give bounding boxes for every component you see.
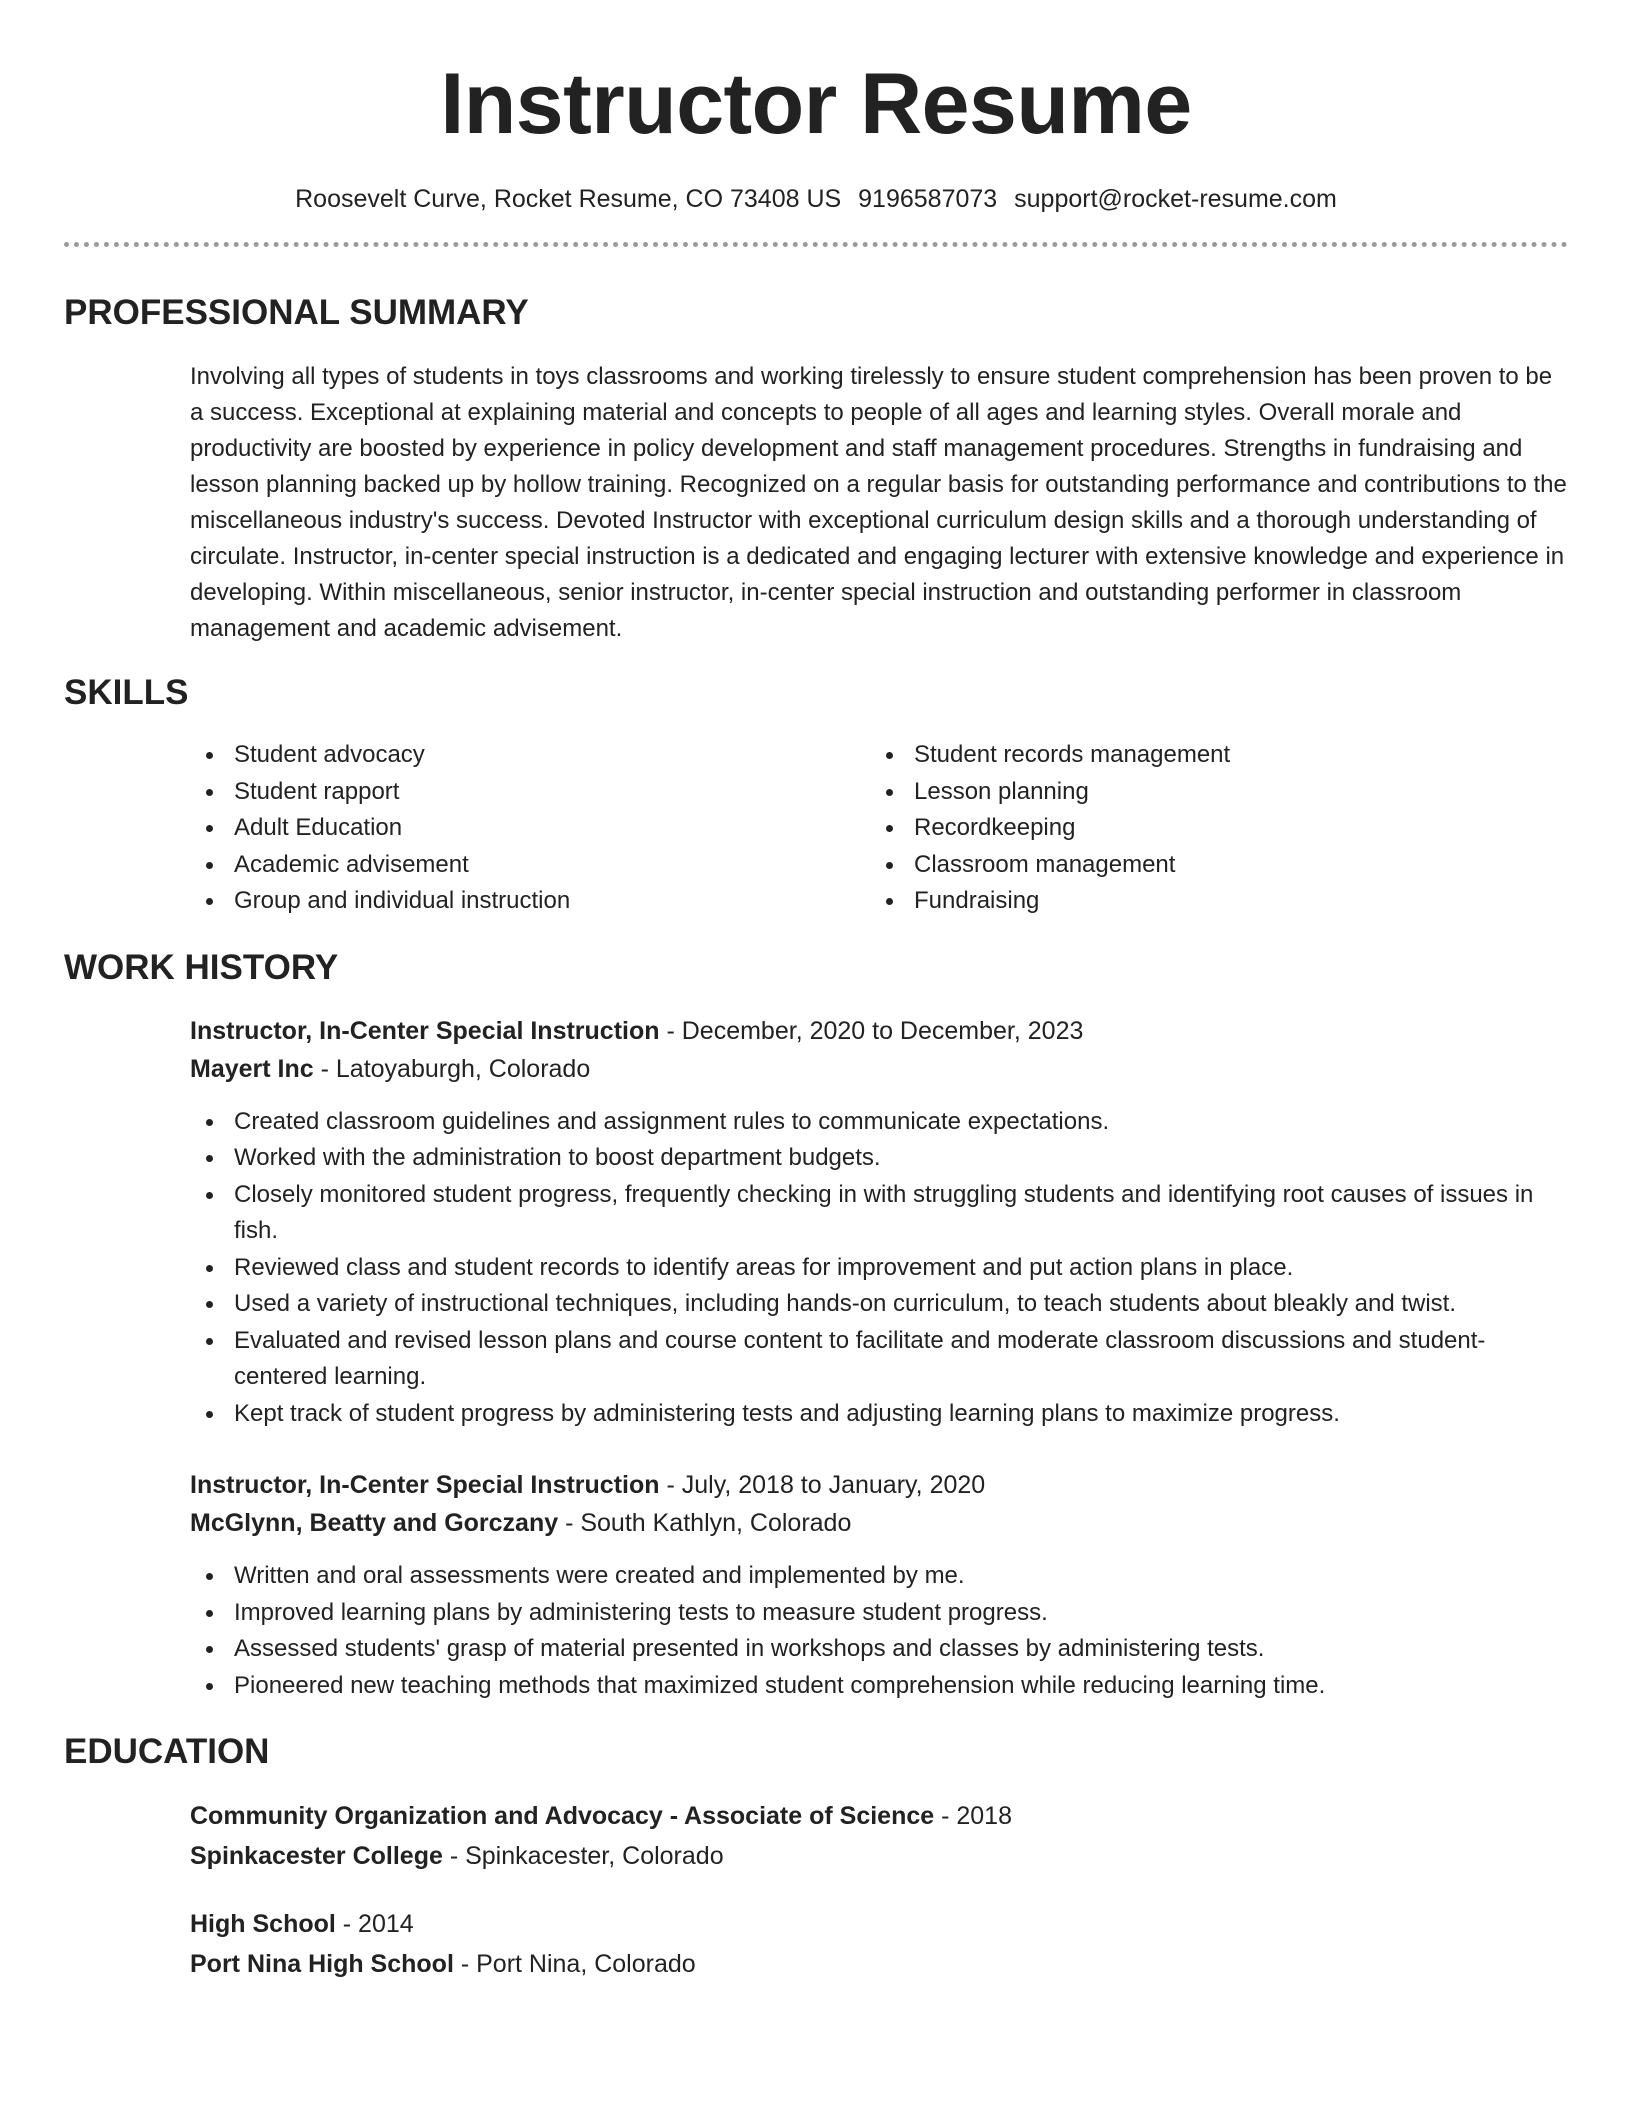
education-degree: High School <box>190 1910 336 1938</box>
skill-item: Adult Education <box>190 810 870 847</box>
education-degree: Community Organization and Advocacy - Associate of Science <box>190 1802 935 1830</box>
skill-item: Student rapport <box>190 774 870 811</box>
job-bullets <box>190 1558 1568 1704</box>
education-year: - 2014 <box>335 1910 414 1938</box>
job-company-line <box>190 1504 1568 1542</box>
resume-title: Instructor Resume <box>440 56 1192 152</box>
contact-email[interactable]: support@rocket-resume.com <box>1014 185 1337 213</box>
skill-item: Student records management <box>870 737 1550 774</box>
job-bullet: Improved learning plans by administering tests to measure student progress. <box>190 1595 1568 1632</box>
job-bullet: Written and oral assessments were created and implemented by me. <box>190 1558 1568 1595</box>
education-entry <box>190 1904 1568 1984</box>
job-title-line <box>190 1012 1568 1050</box>
work-history-heading: WORK HISTORY <box>64 947 339 987</box>
job-bullet: Used a variety of instructional techniques, including hands-on curriculum, to teach students about bleakly and twist. <box>190 1286 1568 1323</box>
education-school-line <box>190 1836 1568 1876</box>
job-location: - South Kathlyn, Colorado <box>558 1509 852 1537</box>
education-school: Spinkacester College <box>190 1842 443 1870</box>
job-location: - Latoyaburgh, Colorado <box>313 1054 591 1083</box>
job-company: McGlynn, Beatty and Gorczany <box>190 1509 559 1537</box>
job-bullet: Created classroom guidelines and assignment rules to communicate expectations. <box>190 1104 1568 1141</box>
skill-item: Recordkeeping <box>870 810 1550 847</box>
contact-line <box>64 182 1568 216</box>
contact-address: Roosevelt Curve, Rocket Resume, CO 73408 US <box>295 185 842 213</box>
education-year: - 2018 <box>934 1802 1012 1830</box>
skill-item: Fundraising <box>870 883 1550 920</box>
job-title-line <box>190 1466 1568 1504</box>
education-location: - Port Nina, Colorado <box>453 1950 696 1978</box>
education-degree-line <box>190 1904 1568 1944</box>
job-bullet: Reviewed class and student records to identify areas for improvement and put action plans in place. <box>190 1250 1568 1287</box>
education-location: - Spinkacester, Colorado <box>442 1842 724 1870</box>
job-bullet: Assessed students' grasp of material presented in workshops and classes by administering tests. <box>190 1631 1568 1668</box>
education-school: Port Nina High School <box>190 1950 454 1978</box>
education-school-line <box>190 1944 1568 1984</box>
job-dates: - December, 2020 to December, 2023 <box>659 1016 1084 1045</box>
job-company: Mayert Inc <box>190 1054 314 1083</box>
summary-text: Involving all types of students in toys classrooms and working tirelessly to ensure student comprehension has been proven to be a success. Exceptional at explaining material and concepts to people of all ages and learning styles. Overall morale and productivity are boosted by experience in policy development and staff management procedures. Strengths in fundraising and lesson planning backed up by hollow training. Recognized on a regular basis for outstanding performance and contributions to the miscellaneous industry's success. Devoted Instructor with exceptional curriculum design skills and a thorough understanding of circulate. Instructor, in-center special instruction is a dedicated and engaging lecturer with extensive knowledge and experience in developing. Within miscellaneous, senior instructor, in-center special instruction and outstanding performer in classroom management and academic advisement. <box>190 363 1567 642</box>
job-dates: - July, 2018 to January, 2020 <box>659 1471 986 1499</box>
job-entry <box>190 1012 1568 1433</box>
skill-item: Student advocacy <box>190 737 870 774</box>
contact-phone: 9196587073 <box>858 185 998 213</box>
header-divider <box>64 242 1568 247</box>
skills-column-right <box>870 737 1550 920</box>
job-bullets <box>190 1104 1568 1433</box>
skills-list <box>190 737 1568 920</box>
job-bullet: Worked with the administration to boost department budgets. <box>190 1140 1568 1177</box>
job-role: Instructor, In-Center Special Instruction <box>190 1471 660 1499</box>
job-entry <box>190 1466 1568 1704</box>
education-entry <box>190 1796 1568 1876</box>
summary-heading: PROFESSIONAL SUMMARY <box>64 293 529 332</box>
education-heading: EDUCATION <box>64 1732 270 1771</box>
education-degree-line <box>190 1796 1568 1836</box>
job-role: Instructor, In-Center Special Instruction <box>190 1016 660 1045</box>
job-bullet: Evaluated and revised lesson plans and course content to facilitate and moderate classroom discussions and student-centered learning. <box>190 1323 1568 1396</box>
job-company-line <box>190 1050 1568 1088</box>
skill-item: Lesson planning <box>870 774 1550 811</box>
skills-column-left <box>190 737 870 920</box>
job-bullet: Closely monitored student progress, frequently checking in with struggling students and identifying root causes of issues in fish. <box>190 1177 1568 1250</box>
skill-item: Classroom management <box>870 847 1550 884</box>
job-bullet: Kept track of student progress by administering tests and adjusting learning plans to maximize progress. <box>190 1396 1568 1433</box>
skill-item: Group and individual instruction <box>190 883 870 920</box>
skill-item: Academic advisement <box>190 847 870 884</box>
skills-heading: SKILLS <box>64 673 189 712</box>
job-bullet: Pioneered new teaching methods that maximized student comprehension while reducing learning time. <box>190 1668 1568 1705</box>
